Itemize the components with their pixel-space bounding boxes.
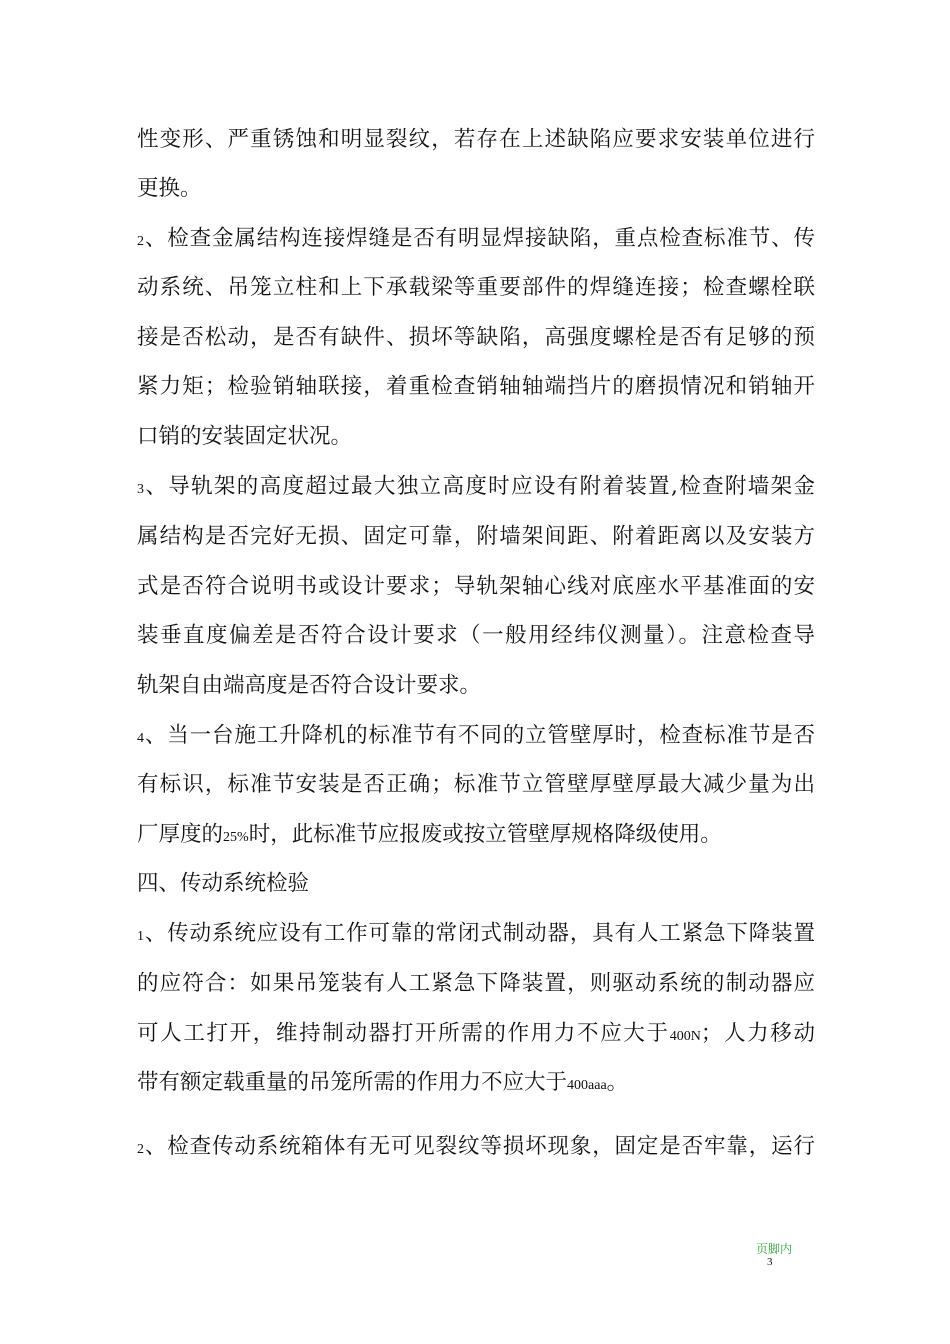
text-line — [137, 1017, 815, 1051]
force-value: 400N — [669, 1029, 701, 1044]
force-value: 400 — [567, 1078, 589, 1093]
text-segment: 可人工打开，维持制动器打开所需的作用力不应大于 — [137, 1021, 670, 1046]
text-line — [137, 222, 815, 256]
text-segment: 厂厚度的 — [137, 822, 224, 847]
item-number: 3 — [137, 482, 144, 497]
section-heading: 四、传动系统检验 — [137, 871, 310, 896]
text-line: 装垂直度偏差是否符合设计要求（一般用经纬仪测量）。注意检查导 — [137, 623, 815, 648]
text-line — [137, 470, 815, 504]
item-number: 4 — [137, 731, 144, 746]
text-line: 紧力矩；检验销轴联接，着重检查销轴轴端挡片的磨损情况和销轴开 — [137, 374, 815, 399]
item-number: 1 — [137, 929, 144, 944]
page-number: 3 — [767, 1256, 773, 1268]
text-segment: 。 — [606, 1070, 629, 1095]
text-line: 属结构是否完好无损、固定可靠，附墙架间距、附着距离以及安装方 — [137, 524, 815, 549]
text-line — [137, 1066, 628, 1100]
text-segment: 、当一台施工升降机的标准节有不同的立管壁厚时，检查标准节是否 — [144, 723, 815, 748]
text-segment: 、检查金属结构连接焊缝是否有明显焊接缺陷，重点检查标准节、传 — [144, 226, 815, 251]
text-line: 式是否符合说明书或设计要求；导轨架轴心线对底座水平基准面的安 — [137, 574, 815, 599]
footer-label: 页脚内 — [756, 1242, 793, 1256]
text-line: 有标识，标准节安装是否正确；标准节立管壁厚壁厚最大减少量为出 — [137, 772, 815, 797]
text-line — [137, 818, 722, 852]
text-segment: ；人力移动 — [700, 1021, 815, 1046]
text-segment: 、传动系统应设有工作可靠的常闭式制动器，具有人工紧急下降装置 — [144, 921, 815, 946]
text-segment: 时，此标准节应报废或按立管壁厚规格降级使用。 — [248, 822, 722, 847]
percent-value: 25% — [223, 830, 249, 845]
text-segment: 、检查传动系统箱体有无可见裂纹等损坏现象，固定是否牢靠，运行 — [144, 1134, 815, 1159]
text-segment: 带有额定载重量的吊笼所需的作用力不应大于 — [137, 1070, 568, 1095]
text-line: 更换。 — [137, 176, 202, 201]
text-line: 的应符合：如果吊笼装有人工紧急下降装置，则驱动系统的制动器应 — [137, 971, 815, 996]
item-number: 2 — [137, 234, 144, 249]
text-line: 性变形、严重锈蚀和明显裂纹，若存在上述缺陷应要求安装单位进行 — [137, 127, 815, 152]
text-line — [137, 1130, 815, 1164]
force-unit: aaa — [588, 1078, 607, 1093]
text-line: 轨架自由端高度是否符合设计要求。 — [137, 673, 482, 698]
item-number: 2 — [137, 1142, 144, 1157]
text-segment: 、导轨架的高度超过最大独立高度时应设有附着装置,检查附墙架金 — [144, 474, 815, 499]
text-line — [137, 719, 815, 753]
text-line — [137, 917, 815, 951]
text-line: 动系统、吊笼立柱和上下承载梁等重要部件的焊缝连接；检查螺栓联 — [137, 275, 815, 300]
text-line: 接是否松动，是否有缺件、损坏等缺陷，高强度螺栓是否有足够的预 — [137, 325, 815, 350]
text-line: 口销的安装固定状况。 — [137, 424, 353, 449]
